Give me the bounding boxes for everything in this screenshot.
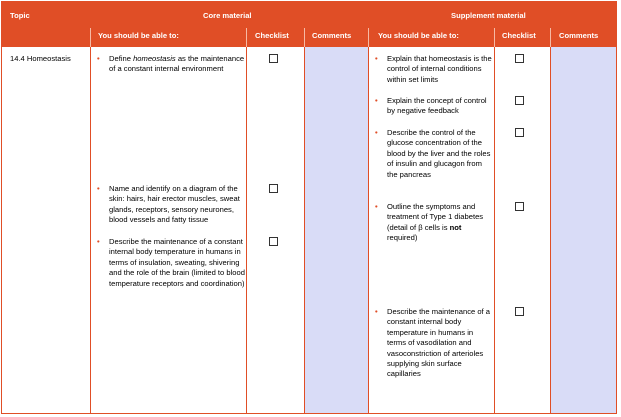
header-you-should-supplement: You should be able to: bbox=[378, 31, 459, 40]
header-supplement-material: Supplement material bbox=[451, 11, 526, 20]
header-comments-supplement: Comments bbox=[559, 31, 599, 40]
core-objective-1: • Define homeostasis as the maintenance of a constant internal environment bbox=[97, 54, 245, 75]
supplement-objective-5: • Describe the maintenance of a constant internal body temperature in humans in terms of vasodilation and vasoconstriction of arterioles supplying skin surface capillaries bbox=[375, 307, 493, 380]
comments-supplement-cell[interactable] bbox=[551, 47, 617, 413]
core-checkbox-1[interactable] bbox=[269, 54, 278, 63]
supplement-objective-2: • Explain the concept of control by negative feedback bbox=[375, 96, 493, 117]
supplement-checkbox-2[interactable] bbox=[515, 96, 524, 105]
comments-core-cell[interactable] bbox=[305, 47, 368, 413]
supplement-checkbox-4[interactable] bbox=[515, 202, 524, 211]
table-header bbox=[1, 1, 617, 47]
core-objective-2: • Name and identify on a diagram of the skin: hairs, hair erector muscles, sweat glands, receptors, sensory neurones, blood vessels and fatty tissue bbox=[97, 184, 245, 226]
supplement-checkbox-3[interactable] bbox=[515, 128, 524, 137]
header-you-should-core: You should be able to: bbox=[98, 31, 179, 40]
header-core-material: Core material bbox=[203, 11, 252, 20]
supplement-objective-1: • Explain that homeostasis is the control of internal conditions within set limits bbox=[375, 54, 493, 85]
core-objective-3: • Describe the maintenance of a constant internal body temperature in humans in terms of insulation, sweating, shivering and the role of the brain (limited to blood temperature receptors and coordination) bbox=[97, 237, 245, 289]
supplement-checkbox-5[interactable] bbox=[515, 307, 524, 316]
header-topic: Topic bbox=[10, 11, 30, 20]
topic-label: 14.4 Homeostasis bbox=[10, 54, 71, 63]
header-checklist-core: Checklist bbox=[255, 31, 289, 40]
supplement-checkbox-1[interactable] bbox=[515, 54, 524, 63]
header-checklist-supplement: Checklist bbox=[502, 31, 536, 40]
core-checkbox-2[interactable] bbox=[269, 184, 278, 193]
core-checkbox-3[interactable] bbox=[269, 237, 278, 246]
syllabus-table bbox=[1, 1, 619, 415]
supplement-objective-3: • Describe the control of the glucose concentration of the blood by the liver and the roles of insulin and glucagon from the pancreas bbox=[375, 128, 493, 180]
supplement-objective-4: • Outline the symptoms and treatment of Type 1 diabetes (detail of β cells is not required) bbox=[375, 202, 493, 244]
header-comments-core: Comments bbox=[312, 31, 352, 40]
